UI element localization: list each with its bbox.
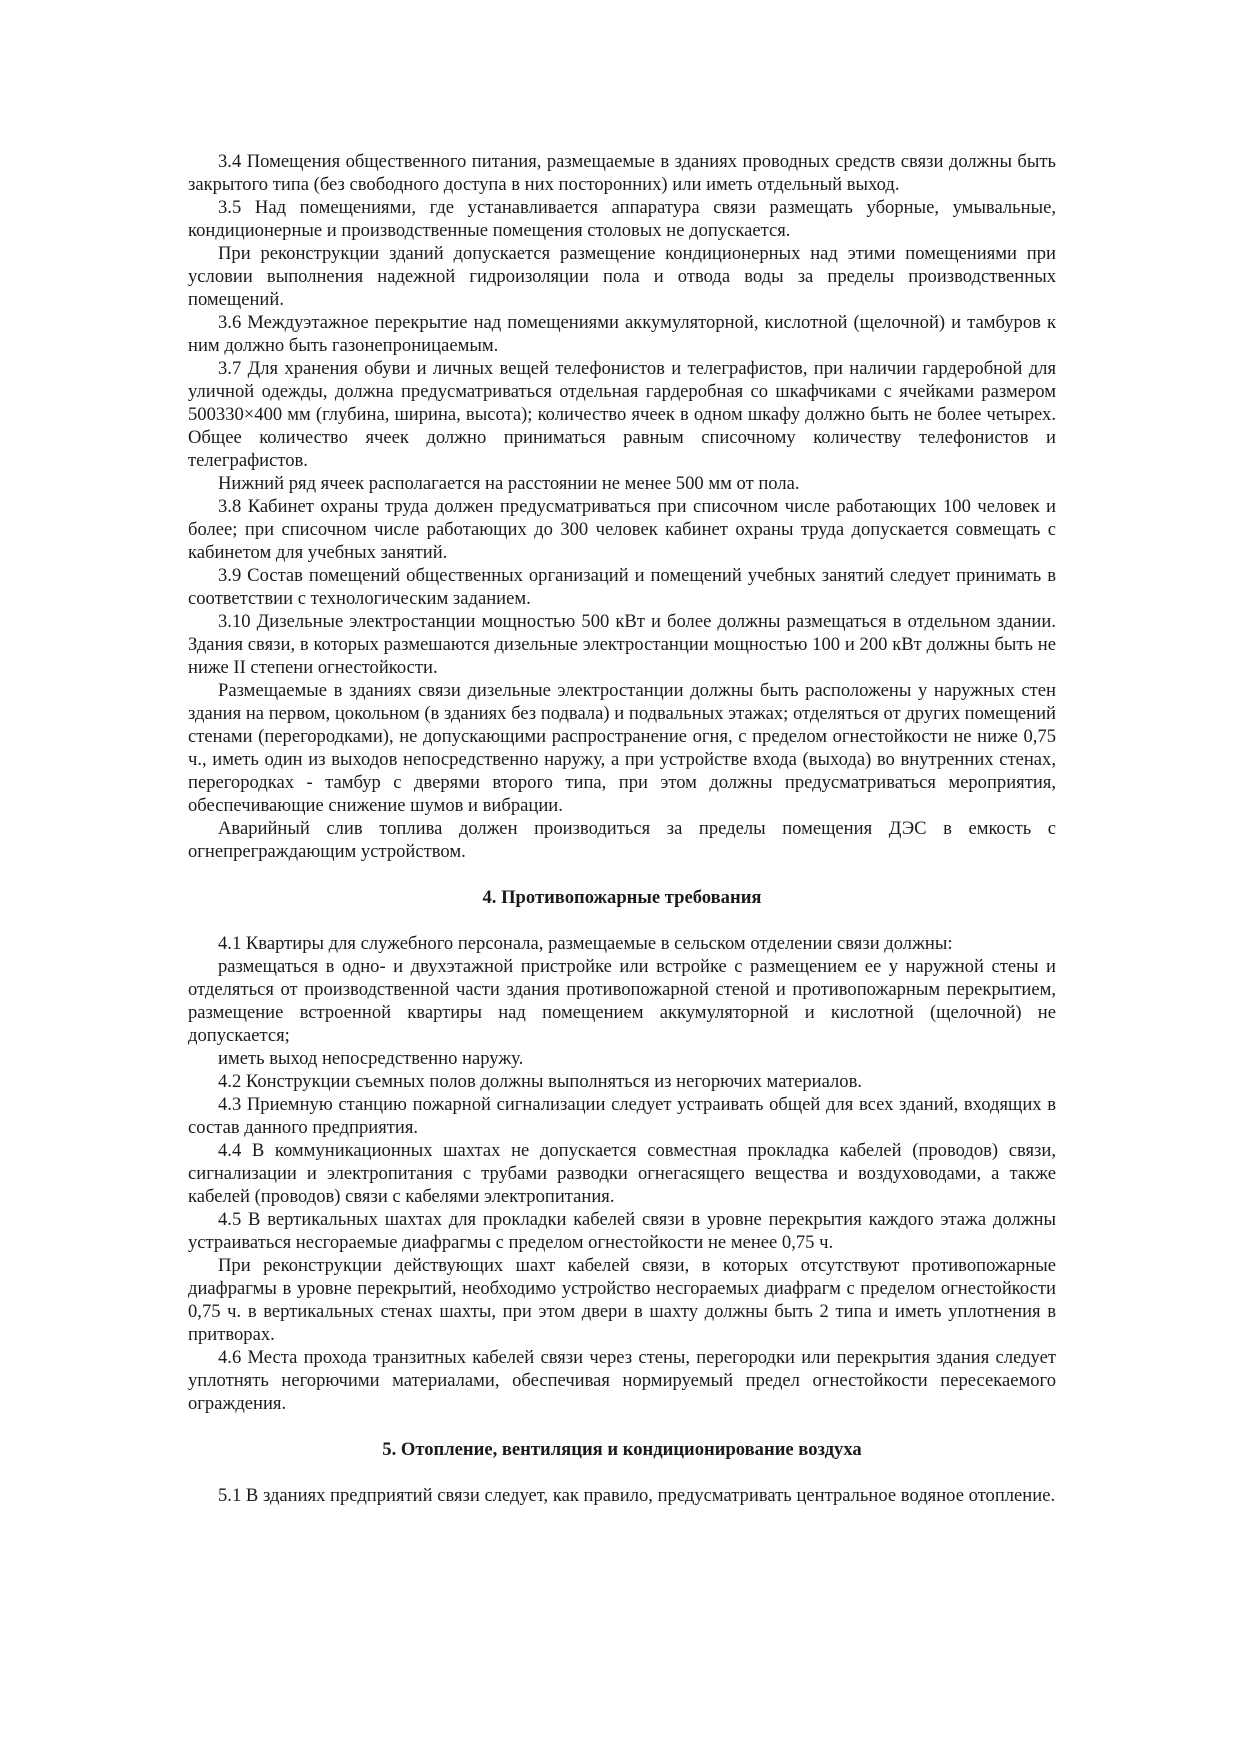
paragraph-4-1-exit: иметь выход непосредственно наружу. <box>218 1048 524 1069</box>
paragraph-3-5: 3.5 Над помещениями, где устанавливается аппаратура связи размещать уборные, умывальные, кондиционерные и производственные помещения столовых не допускается. <box>188 197 1056 241</box>
paragraph-3-7: 3.7 Для хранения обуви и личных вещей телефонистов и телеграфистов, при наличии гардеробной для уличной одежды, должна предусматриваться отдельная гардеробная со шкафчиками с ячейками размером 500330×400 мм (глубина, ширина, высота); количество ячеек в одном шкафу должно быть не более четырех. Общее количество ячеек должно приниматься равным списочному количеству телефонистов и телеграфистов. <box>188 358 1056 471</box>
paragraph-4-5: 4.5 В вертикальных шахтах для прокладки кабелей связи в уровне перекрытия каждого этажа должны устраиваться несгораемые диафрагмы с пределом огнестойкости не менее 0,75 ч. <box>188 1209 1056 1253</box>
paragraph-4-1: 4.1 Квартиры для служебного персонала, размещаемые в сельском отделении связи должны: <box>218 933 953 954</box>
paragraph-5-1: 5.1 В зданиях предприятий связи следует, как правило, предусматривать центральное водяное отопление. <box>218 1485 1056 1506</box>
paragraph-3-10-fuel-drain: Аварийный слив топлива должен производиться за пределы помещения ДЭС в емкость с огнепреграждающим устройством. <box>188 818 1056 862</box>
section-heading-4: 4. Противопожарные требования <box>482 887 762 908</box>
paragraph-3-8: 3.8 Кабинет охраны труда должен предусматриваться при списочном числе работающих 100 человек и более; при списочном числе работающих до 300 человек кабинет охраны труда допускается совмещать с кабинетом для учебных занятий. <box>188 496 1056 563</box>
paragraph-3-6: 3.6 Междуэтажное перекрытие над помещениями аккумуляторной, кислотной (щелочной) и тамбуров к ним должно быть газонепроницаемым. <box>188 312 1056 356</box>
paragraph-3-5-reconstruction: При реконструкции зданий допускается размещение кондиционерных над этими помещениями при условии выполнения надежной гидроизоляции пола и отвода воды за пределы производственных помещений. <box>188 243 1056 310</box>
paragraph-4-2: 4.2 Конструкции съемных полов должны выполняться из негорючих материалов. <box>218 1071 863 1092</box>
paragraph-4-6: 4.6 Места прохода транзитных кабелей связи через стены, перегородки или перекрытия здания следует уплотнять негорючими материалами, обеспечивая нормируемый предел огнестойкости пересекаемого ограждения. <box>188 1347 1056 1414</box>
paragraph-3-4: 3.4 Помещения общественного питания, размещаемые в зданиях проводных средств связи должны быть закрытого типа (без свободного доступа в них посторонних) или иметь отдельный выход. <box>188 151 1056 195</box>
paragraph-3-7-lower-row: Нижний ряд ячеек располагается на расстоянии не менее 500 мм от пола. <box>218 473 800 494</box>
paragraph-3-9: 3.9 Состав помещений общественных организаций и помещений учебных занятий следует принимать в соответствии с технологическим заданием. <box>188 565 1056 609</box>
section-heading-5: 5. Отопление, вентиляция и кондиционирование воздуха <box>382 1439 862 1460</box>
paragraph-4-3: 4.3 Приемную станцию пожарной сигнализации следует устраивать общей для всех зданий, входящих в состав данного предприятия. <box>188 1094 1056 1138</box>
paragraph-4-5-reconstruction: При реконструкции действующих шахт кабелей связи, в которых отсутствуют противопожарные диафрагмы в уровне перекрытий, необходимо устройство несгораемых диафрагм с пределом огнестойкости 0,75 ч. в вертикальных стенах шахты, при этом двери в шахту должны быть 2 типа и иметь уплотнения в притворах. <box>188 1255 1056 1345</box>
paragraph-4-4: 4.4 В коммуникационных шахтах не допускается совместная прокладка кабелей (проводов) связи, сигнализации и электропитания с трубами разводки огнегасящего вещества и воздуховодами, а также кабелей (проводов) связи с кабелями электропитания. <box>188 1140 1056 1207</box>
paragraph-4-1-placement: размещаться в одно- и двухэтажной пристройке или встройке с размещением ее у наружной стены и отделяться от производственной части здания противопожарной стеной и противопожарным перекрытием, размещение встроенной квартиры над помещением аккумуляторной и кислотной (щелочной) не допускается; <box>188 956 1056 1046</box>
paragraph-3-10-placement: Размещаемые в зданиях связи дизельные электростанции должны быть расположены у наружных стен здания на первом, цокольном (в зданиях без подвала) и подвальных этажах; отделяться от других помещений стенами (перегородками), не допускающими распространение огня, с пределом огнестойкости не ниже 0,75 ч., иметь один из выходов непосредственно наружу, а при устройстве входа (выхода) во внутренних стенах, перегородках - тамбур с дверями второго типа, при этом должны предусматриваться мероприятия, обеспечивающие снижение шумов и вибрации. <box>188 680 1056 816</box>
paragraph-3-10: 3.10 Дизельные электростанции мощностью 500 кВт и более должны размещаться в отдельном здании. Здания связи, в которых размешаются дизельные электростанции мощностью 100 и 200 кВт должны быть не ниже II степени огнестойкости. <box>188 611 1056 678</box>
